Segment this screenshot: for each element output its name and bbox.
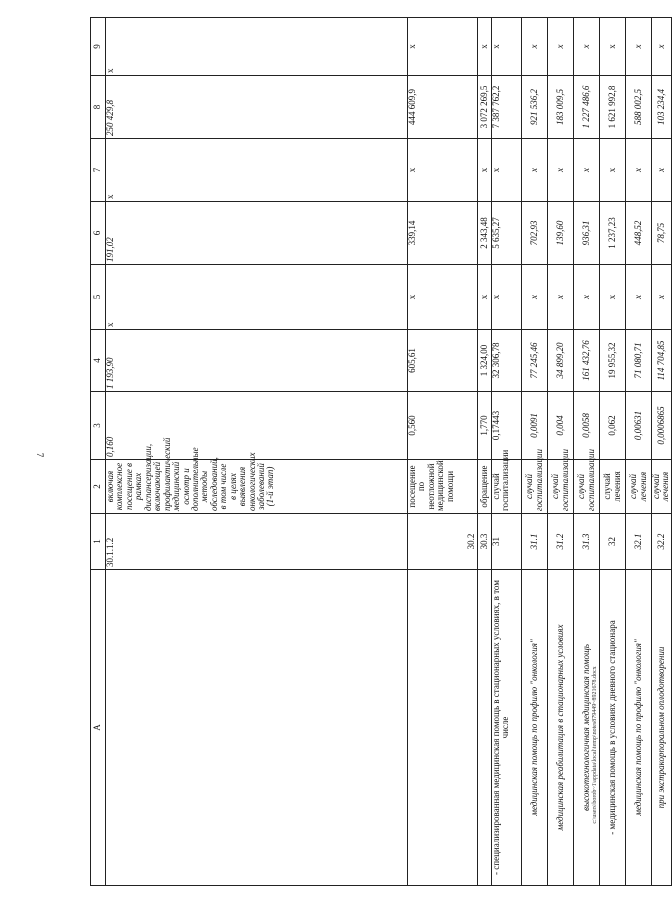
cell: медицинская реабилитация в стационарных условиях <box>548 570 574 886</box>
cell: x <box>600 139 626 202</box>
cell: 31.3 <box>574 514 600 570</box>
cell: x <box>548 265 574 330</box>
cell: 702,93 <box>522 202 548 265</box>
cell: 0,0091 <box>522 392 548 460</box>
cell: 1 621 992,8 <box>600 76 626 139</box>
cell: 605,61 <box>408 330 478 392</box>
cell: 32.2 <box>652 514 672 570</box>
cell: 30.3 <box>478 514 492 570</box>
header-cell: 4 <box>91 330 106 392</box>
cell: x <box>574 265 600 330</box>
cell: x <box>652 265 672 330</box>
header-cell: 7 <box>91 139 106 202</box>
cell <box>478 570 492 886</box>
cell: посещение по неотложной медицинской помощи <box>408 460 478 514</box>
cell: x <box>652 139 672 202</box>
cell: 0,004 <box>548 392 574 460</box>
cell: 32.1 <box>626 514 652 570</box>
header-row <box>91 18 106 886</box>
header-cell: 2 <box>91 460 106 514</box>
cell: 31.2 <box>548 514 574 570</box>
cell: 339,14 <box>408 202 478 265</box>
cell: включая комплексное посещение в рамках диспансеризации, включающей профилактический медицинский осмотр и дополнительные методы обследований, в том числе в целях выявления онкологических заболеваний (1-й этап) <box>106 460 408 514</box>
cell: x <box>574 139 600 202</box>
page-number: 7 <box>35 452 45 458</box>
cell: x <box>652 18 672 76</box>
table-container <box>90 18 671 886</box>
cell: 19 955,32 <box>600 330 626 392</box>
cell: 32 306,78 <box>492 330 522 392</box>
cell: 1 193,90 <box>106 330 408 392</box>
cell: 183 009,5 <box>548 76 574 139</box>
cell: x <box>106 18 408 76</box>
cell: x <box>574 18 600 76</box>
table-row <box>492 18 522 886</box>
cell: 7 387 762,2 <box>492 76 522 139</box>
cell: x <box>522 139 548 202</box>
cell: x <box>522 265 548 330</box>
cell: 0,160 <box>106 392 408 460</box>
table-row <box>600 18 626 886</box>
cell: 5 635,27 <box>492 202 522 265</box>
cell: x <box>106 265 408 330</box>
cell: x <box>478 139 492 202</box>
cell: x <box>106 139 408 202</box>
cell: 921 536,2 <box>522 76 548 139</box>
cell: 161 432,76 <box>574 330 600 392</box>
cell: 3 072 269,5 <box>478 76 492 139</box>
cell: 30.1.1.2 <box>106 514 408 570</box>
cell: 0,0058 <box>574 392 600 460</box>
cell: обращение <box>478 460 492 514</box>
cell: 0,560 <box>408 392 478 460</box>
cell: 444 609,9 <box>408 76 478 139</box>
cell: x <box>600 265 626 330</box>
header-cell: 6 <box>91 202 106 265</box>
cell: x <box>600 18 626 76</box>
footer-file-path: c:\users\borob~1\appdata\local\temp\notes879449~8921678.docx <box>592 666 598 824</box>
cell: 0,0006865 <box>652 392 672 460</box>
cell <box>408 570 478 886</box>
cell: 1 324,00 <box>478 330 492 392</box>
cell: 2 343,48 <box>478 202 492 265</box>
table-row <box>548 18 574 886</box>
cell: x <box>492 139 522 202</box>
table-row <box>652 18 672 886</box>
cell: 250 429,8 <box>106 76 408 139</box>
cell: x <box>626 18 652 76</box>
cell: x <box>478 265 492 330</box>
cell: случай лечения <box>626 460 652 514</box>
cell: случай лечения <box>600 460 626 514</box>
cell: 139,60 <box>548 202 574 265</box>
cell: медицинская помощь по профилю "онкология" <box>626 570 652 886</box>
table-row <box>522 18 548 886</box>
header-cell: 5 <box>91 265 106 330</box>
cell: при экстракорпоральном оплодотворении <box>652 570 672 886</box>
cell: 31 <box>492 514 522 570</box>
table-row <box>626 18 652 886</box>
header-cell: А <box>91 570 106 886</box>
cell: 588 002,5 <box>626 76 652 139</box>
cell: x <box>626 265 652 330</box>
cell: x <box>478 18 492 76</box>
header-cell: 1 <box>91 514 106 570</box>
cell: 448,52 <box>626 202 652 265</box>
cell: медицинская помощь по профилю "онкология" <box>522 570 548 886</box>
cell: - специализированная медицинская помощь в стационарных условиях, в том числе <box>492 570 522 886</box>
cell: 71 080,71 <box>626 330 652 392</box>
cell: 78,75 <box>652 202 672 265</box>
cell: 0,062 <box>600 392 626 460</box>
cell: x <box>522 18 548 76</box>
cell: 34 899,20 <box>548 330 574 392</box>
table-row <box>478 18 492 886</box>
cell: x <box>408 18 478 76</box>
cell: случай госпитализации <box>574 460 600 514</box>
cell: 1,770 <box>478 392 492 460</box>
table-row <box>408 18 478 886</box>
cell: 0,17443 <box>492 392 522 460</box>
cell: x <box>548 139 574 202</box>
cell: x <box>626 139 652 202</box>
cell: 0,00631 <box>626 392 652 460</box>
table-row <box>574 18 600 886</box>
rotated-page <box>90 18 671 886</box>
cell: 936,31 <box>574 202 600 265</box>
cell: 1 227 486,6 <box>574 76 600 139</box>
financing-table <box>90 17 672 886</box>
cell: 114 704,85 <box>652 330 672 392</box>
cell: высокотехнологичная медицинская помощь <box>574 570 600 886</box>
header-cell: 9 <box>91 18 106 76</box>
cell: - медицинская помощь в условиях дневного стационара <box>600 570 626 886</box>
header-cell: 8 <box>91 76 106 139</box>
cell: случай госпитализации <box>522 460 548 514</box>
cell: 103 234,4 <box>652 76 672 139</box>
cell: 31.1 <box>522 514 548 570</box>
cell: случай госпитализации <box>548 460 574 514</box>
cell: x <box>408 139 478 202</box>
table-row <box>106 18 408 886</box>
cell: x <box>408 265 478 330</box>
cell: 191,02 <box>106 202 408 265</box>
cell: случай госпитализации <box>492 460 522 514</box>
cell <box>106 570 408 886</box>
cell: x <box>548 18 574 76</box>
cell: 1 237,23 <box>600 202 626 265</box>
cell: 77 245,46 <box>522 330 548 392</box>
cell: x <box>492 265 522 330</box>
cell: 30.2 <box>408 514 478 570</box>
cell: x <box>492 18 522 76</box>
header-cell: 3 <box>91 392 106 460</box>
cell: 32 <box>600 514 626 570</box>
cell: случай лечения <box>652 460 672 514</box>
